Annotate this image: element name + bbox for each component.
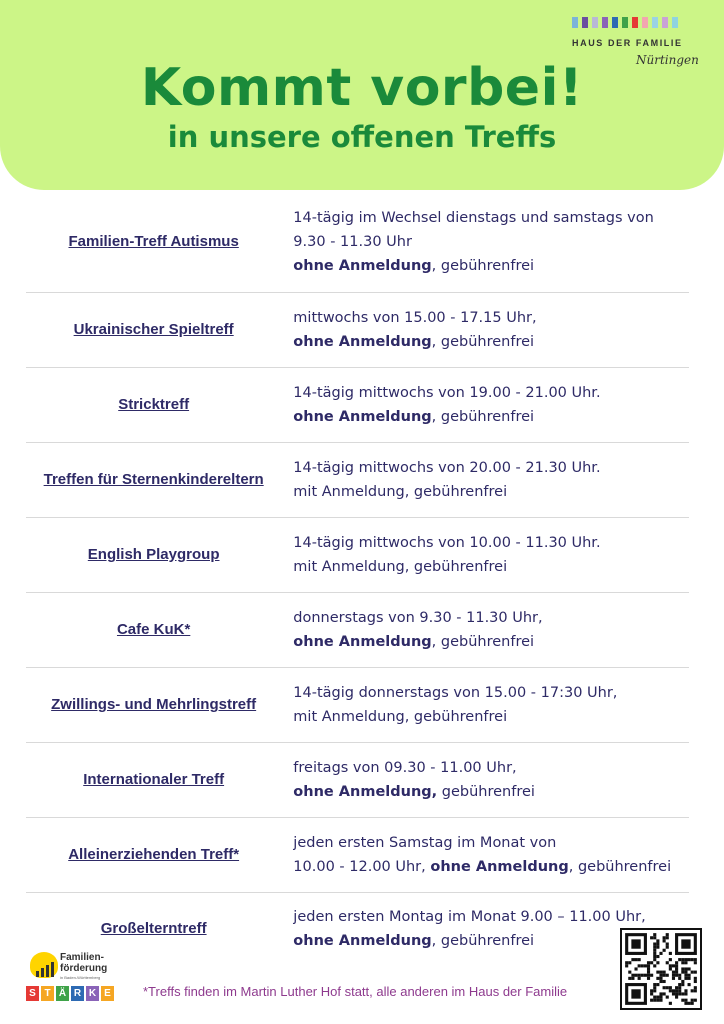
treff-name-cell (26, 546, 281, 564)
qr-module (650, 936, 653, 939)
treff-info (281, 306, 689, 354)
qr-module (688, 983, 691, 986)
logo-bar (612, 17, 618, 28)
qr-module (644, 964, 647, 967)
treff-info (281, 831, 689, 879)
qr-module (684, 989, 687, 992)
footer-note: *Treffs finden im Martin Luther Hof statt, alle anderen im Haus der Familie (143, 984, 568, 999)
qr-module (672, 971, 675, 974)
treff-schedule: 14-tägig mittwochs von 20.00 - 21.30 Uhr. (293, 460, 601, 476)
qr-module (694, 977, 697, 980)
treff-name-link[interactable]: Cafe KuK* (116, 621, 191, 638)
treff-registration: ohne Anmeldung, gebührenfrei (293, 784, 535, 800)
qr-module (678, 992, 681, 995)
treff-name-cell (26, 696, 281, 714)
logo-bar (642, 17, 648, 28)
qr-module (625, 961, 628, 964)
qr-module (663, 939, 666, 942)
qr-module (659, 999, 662, 1002)
qr-module (663, 974, 666, 977)
treff-name-link[interactable]: Internationaler Treff (83, 771, 225, 788)
logo-bar (622, 17, 628, 28)
qr-module (650, 961, 653, 964)
treff-table (26, 192, 689, 965)
qr-module (672, 989, 675, 992)
qr-module (638, 964, 641, 967)
qr-module (684, 992, 687, 995)
qr-module (656, 983, 659, 986)
qr-module (681, 999, 684, 1002)
qr-module (634, 958, 637, 961)
qr-module (669, 964, 672, 967)
qr-module (675, 992, 678, 995)
qr-module (669, 986, 672, 989)
qr-module (678, 986, 681, 989)
qr-module (650, 999, 653, 1002)
treff-schedule: 14-tägig im Wechsel dienstags und samstags von 9.30 - 11.30 Uhr (293, 210, 654, 250)
qr-module (672, 992, 675, 995)
treff-info (281, 606, 689, 654)
qr-module (694, 980, 697, 983)
qr-module (694, 986, 697, 989)
qr-module (672, 974, 675, 977)
qr-module (663, 992, 666, 995)
qr-module (644, 974, 647, 977)
qr-module (666, 942, 669, 945)
treff-row (26, 668, 689, 743)
treff-schedule: 14-tägig mittwochs von 10.00 - 11.30 Uhr. (293, 535, 601, 551)
treff-name-link[interactable]: Familien-Treff Autismus (68, 233, 239, 250)
familienfoerderung-logo (26, 950, 126, 1010)
qr-module (666, 936, 669, 939)
qr-module (669, 1002, 672, 1005)
qr-module (659, 996, 662, 999)
qr-module (631, 974, 634, 977)
qr-module (653, 999, 656, 1002)
fam-logo-text: Familien- förderung (60, 952, 108, 974)
qr-module (684, 961, 687, 964)
qr-module (666, 996, 669, 999)
logo-bar (582, 17, 588, 28)
qr-code[interactable] (620, 928, 702, 1010)
treff-row (26, 818, 689, 893)
qr-module (688, 1002, 691, 1005)
qr-module (694, 958, 697, 961)
qr-module (647, 961, 650, 964)
qr-module (659, 974, 662, 977)
qr-module (688, 958, 691, 961)
qr-module (628, 961, 631, 964)
treff-row (26, 293, 689, 368)
logo-name: HAUS DER FAMILIE (572, 38, 683, 48)
treff-info (281, 456, 689, 504)
treff-name-link[interactable]: Ukrainischer Spieltreff (73, 321, 234, 338)
treff-schedule: jeden ersten Montag im Monat 9.00 – 11.00 Uhr, (293, 909, 646, 925)
qr-module (684, 974, 687, 977)
treff-name-cell (26, 321, 281, 339)
qr-module (691, 989, 694, 992)
logo-color-bars (572, 17, 712, 28)
qr-module (684, 977, 687, 980)
qr-module (631, 977, 634, 980)
qr-module (691, 1002, 694, 1005)
bar-chart-icon (36, 962, 54, 977)
qr-module (691, 958, 694, 961)
qr-module (672, 964, 675, 967)
treff-name-cell (26, 621, 281, 639)
treff-registration: mit Anmeldung, gebührenfrei (293, 559, 508, 575)
treff-info (281, 206, 689, 278)
treff-registration: ohne Anmeldung, gebührenfrei (293, 409, 535, 425)
treff-name-link[interactable]: Stricktreff (118, 396, 190, 413)
qr-module (659, 971, 662, 974)
qr-module (663, 936, 666, 939)
treff-info (281, 756, 689, 804)
qr-module (656, 939, 659, 942)
qr-module (691, 971, 694, 974)
qr-module (666, 986, 669, 989)
header-banner (0, 0, 724, 190)
logo-bar (602, 17, 608, 28)
qr-module (625, 964, 628, 967)
staerke-letter: T (41, 986, 54, 1001)
qr-module (678, 974, 681, 977)
treff-row (26, 743, 689, 818)
qr-module (681, 992, 684, 995)
qr-module (675, 986, 678, 989)
qr-module (647, 967, 650, 970)
qr-module (631, 989, 640, 998)
treff-schedule: 14-tägig mittwochs von 19.00 - 21.00 Uhr. (293, 385, 601, 401)
qr-module (650, 992, 653, 995)
qr-module (653, 955, 656, 958)
qr-module (638, 977, 641, 980)
page-title: Kommt vorbei! (140, 58, 584, 118)
qr-module (650, 989, 653, 992)
treff-registration: mit Anmeldung, gebührenfrei (293, 484, 508, 500)
staerke-letter: S (26, 986, 39, 1001)
logo-bar (652, 17, 658, 28)
qr-module (684, 999, 687, 1002)
qr-module (653, 936, 656, 939)
qr-module (647, 964, 650, 967)
qr-module (681, 939, 690, 948)
treff-schedule: donnerstags von 9.30 - 11.30 Uhr, (293, 610, 543, 626)
treff-name-cell (26, 396, 281, 414)
qr-module (634, 974, 637, 977)
treff-info (281, 531, 689, 579)
qr-module (675, 989, 678, 992)
qr-module (641, 964, 644, 967)
qr-module (681, 971, 684, 974)
qr-module (653, 946, 656, 949)
qr-module (656, 996, 659, 999)
treff-registration: mit Anmeldung, gebührenfrei (293, 709, 508, 725)
treff-row (26, 368, 689, 443)
qr-module (656, 971, 659, 974)
qr-module (688, 967, 691, 970)
qr-module (688, 974, 691, 977)
qr-module (653, 983, 656, 986)
qr-module (684, 958, 687, 961)
treff-registration: ohne Anmeldung, gebührenfrei (293, 634, 535, 650)
qr-module (638, 974, 641, 977)
qr-module (666, 933, 669, 936)
treff-name-link[interactable]: English Playgroup (87, 546, 220, 563)
qr-module (656, 999, 659, 1002)
treff-name-link[interactable]: Treffen für Sternenkindereltern (43, 471, 264, 488)
qr-module (641, 974, 644, 977)
qr-module (675, 971, 678, 974)
qr-module (678, 983, 681, 986)
treff-registration: 10.00 - 12.00 Uhr, ohne Anmeldung, gebührenfrei (293, 859, 672, 875)
qr-module (675, 974, 678, 977)
qr-module (669, 952, 672, 955)
qr-module (656, 955, 659, 958)
qr-module (656, 977, 659, 980)
treff-row (26, 593, 689, 668)
page-subtitle: in unsere offenen Treffs (167, 120, 557, 154)
qr-module (653, 996, 656, 999)
qr-module (666, 974, 669, 977)
qr-module (684, 971, 687, 974)
treff-registration: ohne Anmeldung, gebührenfrei (293, 258, 535, 274)
staerke-letter: K (86, 986, 99, 1001)
qr-module (659, 952, 662, 955)
qr-module (656, 942, 659, 945)
staerke-letter: E (101, 986, 114, 1001)
qr-module (653, 986, 656, 989)
qr-module (669, 989, 672, 992)
staerke-letter: R (71, 986, 84, 1001)
qr-module (653, 942, 656, 945)
qr-module (659, 977, 662, 980)
qr-module (669, 958, 672, 961)
treff-row (26, 192, 689, 293)
fam-logo-sub: in Baden-Württemberg (60, 975, 101, 980)
treff-schedule: freitags von 09.30 - 11.00 Uhr, (293, 760, 517, 776)
qr-module (694, 971, 697, 974)
treff-schedule: jeden ersten Samstag im Monat von (293, 835, 557, 851)
treff-registration: ohne Anmeldung, gebührenfrei (293, 334, 535, 350)
logo-bar (632, 17, 638, 28)
qr-module (631, 939, 640, 948)
qr-module (653, 964, 656, 967)
treff-registration: ohne Anmeldung, gebührenfrei (293, 933, 535, 949)
qr-module (653, 949, 656, 952)
staerke-logo (26, 986, 114, 1001)
qr-module (672, 977, 675, 980)
treff-row (26, 443, 689, 518)
qr-module (653, 989, 656, 992)
qr-module (663, 986, 666, 989)
qr-module (656, 946, 659, 949)
qr-module (663, 949, 666, 952)
qr-module (688, 977, 691, 980)
logo-city: Nürtingen (636, 53, 699, 67)
treff-schedule: 14-tägig donnerstags von 15.00 - 17:30 Uhr, (293, 685, 618, 701)
qr-module (669, 967, 672, 970)
treff-name-cell (26, 771, 281, 789)
qr-module (631, 958, 634, 961)
qr-module (681, 980, 684, 983)
qr-module (675, 967, 678, 970)
treff-name-link[interactable]: Großelterntreff (100, 920, 207, 937)
qr-module (666, 961, 669, 964)
qr-module (659, 992, 662, 995)
treff-schedule: mittwochs von 15.00 - 17.15 Uhr, (293, 310, 537, 326)
qr-module (678, 958, 681, 961)
qr-module (691, 999, 694, 1002)
qr-module (653, 933, 656, 936)
qr-module (634, 967, 637, 970)
qr-module (684, 967, 687, 970)
qr-module (681, 961, 684, 964)
qr-module (628, 971, 631, 974)
qr-module (628, 977, 631, 980)
qr-module (666, 946, 669, 949)
qr-module (675, 961, 678, 964)
qr-module (663, 980, 666, 983)
qr-module (694, 961, 697, 964)
qr-module (675, 996, 678, 999)
staerke-letter: Ä (56, 986, 69, 1001)
qr-module (684, 1002, 687, 1005)
qr-module (656, 961, 659, 964)
qr-module (653, 958, 656, 961)
qr-module (681, 958, 684, 961)
qr-module (647, 974, 650, 977)
qr-module (663, 971, 666, 974)
treff-name-cell (26, 233, 281, 251)
qr-module (694, 999, 697, 1002)
qr-module (675, 964, 678, 967)
logo-bar (662, 17, 668, 28)
qr-module (650, 974, 653, 977)
qr-module (647, 971, 650, 974)
treff-name-link[interactable]: Zwillings- und Mehrlingstreff (51, 696, 257, 713)
treff-name-cell (26, 471, 281, 489)
qr-module (638, 958, 641, 961)
treff-name-cell (26, 846, 281, 864)
logo-bar (592, 17, 598, 28)
qr-module (678, 977, 681, 980)
qr-module (694, 989, 697, 992)
qr-module (659, 980, 662, 983)
treff-row (26, 518, 689, 593)
treff-info (281, 681, 689, 729)
treff-info (281, 381, 689, 429)
qr-module (647, 977, 650, 980)
treff-name-cell (26, 920, 281, 938)
logo-bar (572, 17, 578, 28)
treff-name-link[interactable]: Alleinerziehenden Treff* (68, 846, 240, 863)
qr-module (681, 983, 684, 986)
qr-module (678, 989, 681, 992)
qr-module (653, 952, 656, 955)
qr-module (681, 967, 684, 970)
logo-bar (672, 17, 678, 28)
